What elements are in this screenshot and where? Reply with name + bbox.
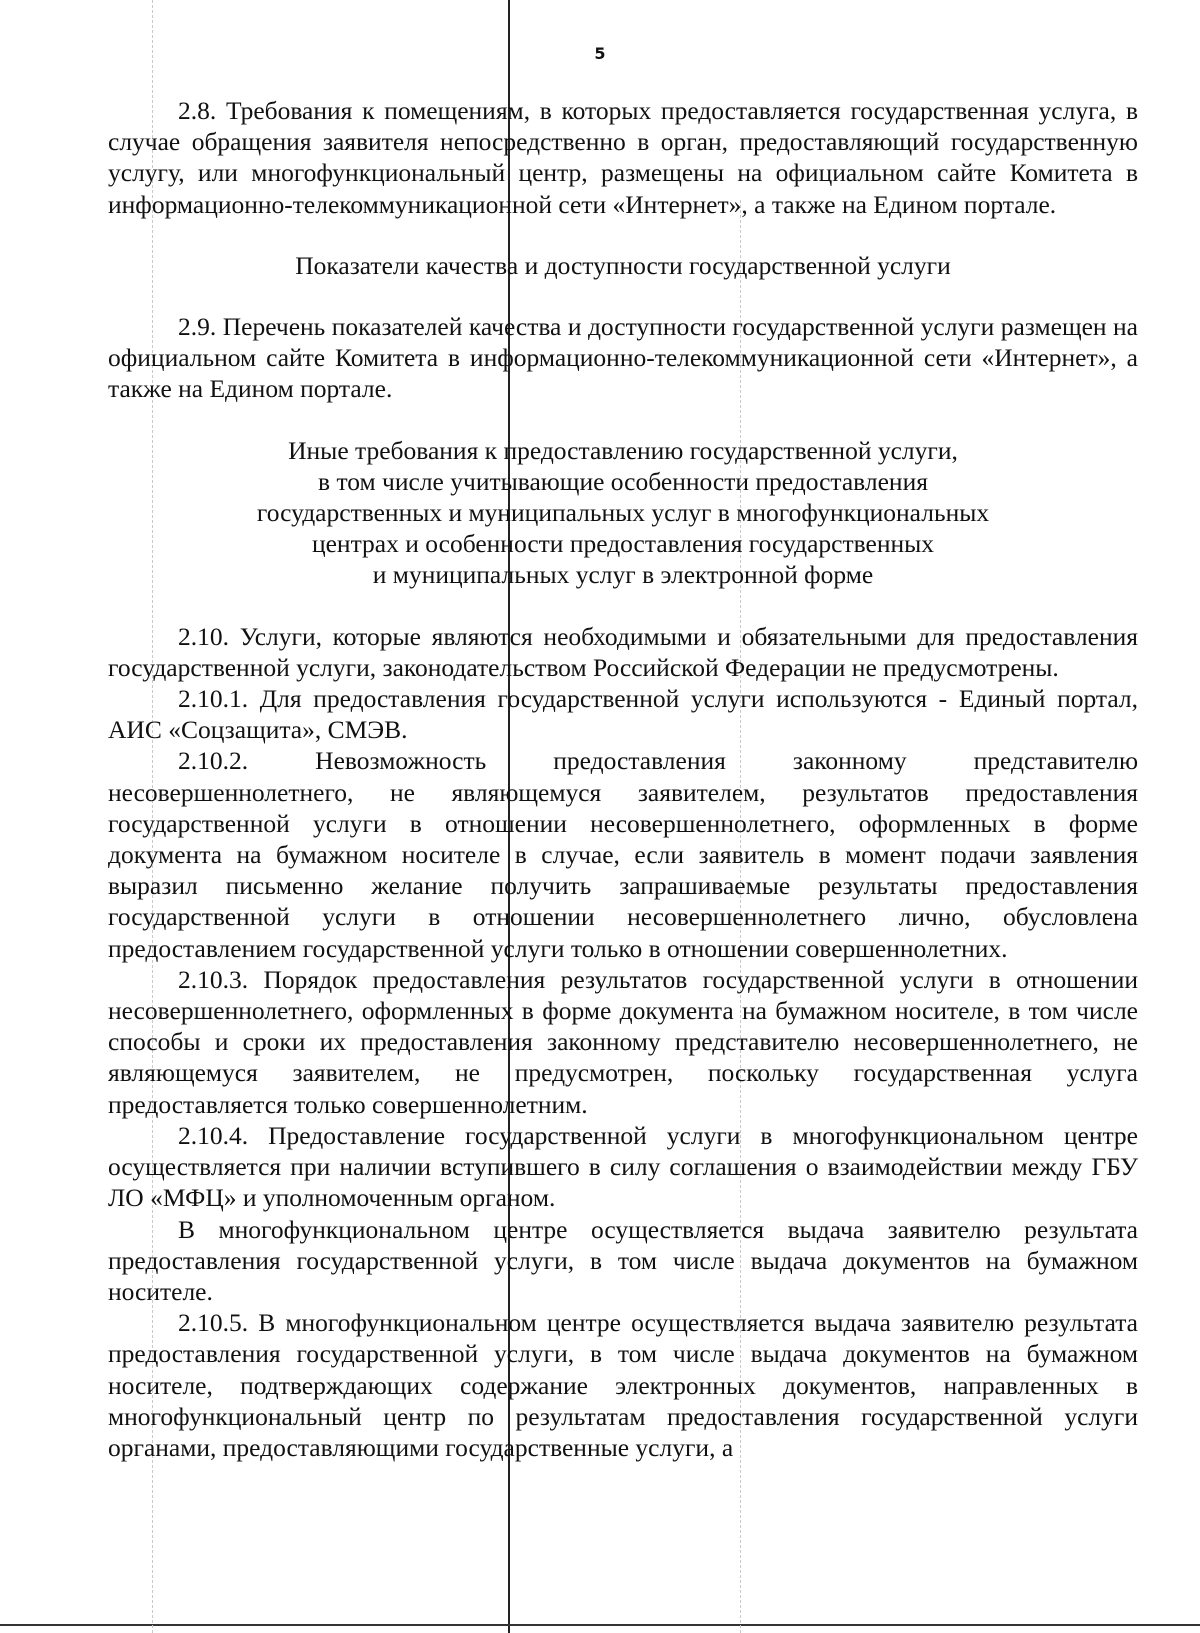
page-number: 5 — [594, 44, 606, 63]
paragraph-mfc-issuance: В многофункциональном центре осуществляется выдача заявителю результата предоставления государственной услуги, в том числе выдача документов на бумажном носителе. — [108, 1214, 1138, 1306]
section-heading-other-requirements — [108, 435, 1138, 591]
document-body — [108, 95, 1138, 1463]
heading-line: в том числе учитывающие особенности предоставления — [318, 466, 928, 496]
paragraph-2-10-2: 2.10.2. Невозможность предоставления законному представителю несовершеннолетнего, не являющемуся заявителем, результатов предоставления государственной услуги в отношении несовершеннолетнего, оформленных в форме документа на бумажном носителе в случае, если заявитель в момент подачи заявления выразил письменно желание получить запрашиваемые результаты предоставления государственной услуги в отношении несовершеннолетнего лично, обусловлена предоставлением государственной услуги только в отношении совершеннолетних. — [108, 746, 1138, 963]
paragraph-2-10-1: 2.10.1. Для предоставления государственной услуги используются - Единый портал, АИС «Соцзащита», СМЭВ. — [108, 684, 1138, 745]
paragraph-2-8: 2.8. Требования к помещениям, в которых предоставляется государственная услуга, в случае обращения заявителя непосредственно в орган, предоставляющий государственную услугу, или многофункциональный центр, размещены на официальном сайте Комитета в информационно-телекоммуникационной сети «Интернет», а также на Едином портале. — [108, 96, 1138, 219]
section-heading-quality — [108, 250, 1138, 281]
heading-line: государственных и муниципальных услуг в многофункциональных — [256, 498, 990, 528]
paragraph-2-10-5: 2.10.5. В многофункциональном центре осуществляется выдача заявителю результата предоставления государственной услуги, в том числе выдача документов на бумажном носителе, подтверждающих содержание электронных документов, направленных в многофункциональный центр по результатам предоставления государственной услуги органами, предоставляющими государственные услуги, а — [108, 1308, 1138, 1462]
paragraph-2-10-4: 2.10.4. Предоставление государственной услуги в многофункциональном центре осуществляется при наличии вступившего в силу соглашения о взаимодействии между ГБУ ЛО «МФЦ» и уполномоченным органом. — [108, 1120, 1138, 1213]
heading-line: Иные требования к предоставлению государственной услуги, — [288, 435, 958, 465]
heading-line: и муниципальных услуг в электронной форме — [372, 560, 874, 590]
heading-line: центрах и особенности предоставления государственных — [311, 529, 935, 559]
heading-line: Показатели качества и доступности государственной услуги — [295, 250, 951, 280]
paragraph-2-9: 2.9. Перечень показателей качества и доступности государственной услуги размещен на официальном сайте Комитета в информационно-телекоммуникационной сети «Интернет», а также на Едином портале. — [108, 312, 1138, 404]
paragraph-2-10: 2.10. Услуги, которые являются необходимыми и обязательными для предоставления государственной услуги, законодательством Российской Федерации не предусмотрены. — [108, 621, 1138, 682]
paragraph-2-10-3: 2.10.3. Порядок предоставления результатов государственной услуги в отношении несовершеннолетнего, оформленных в форме документа на бумажном носителе, в том числе способы и сроки их предоставления законному представителю несовершеннолетнего, не являющемуся заявителем, не предусмотрен, поскольку государственная услуга предоставляется только совершеннолетним. — [108, 964, 1138, 1119]
scan-bottom-edge — [0, 1624, 1200, 1626]
